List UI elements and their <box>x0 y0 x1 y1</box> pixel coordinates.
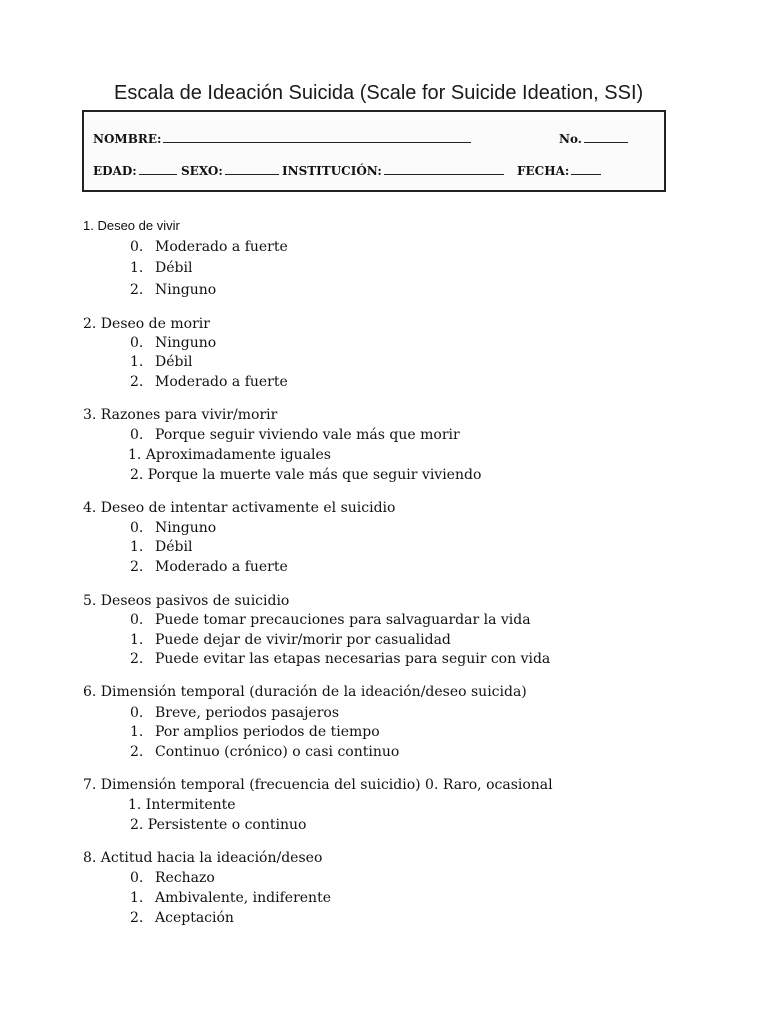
q4-option-1[interactable]: 1. Débil <box>130 539 193 555</box>
question-2: 2. Deseo de morir <box>83 316 210 332</box>
institucion-field[interactable] <box>282 163 504 178</box>
page-title: Escala de Ideación Suicida (Scale for Suicide Ideation, SSI) <box>114 82 644 104</box>
q8-option-0[interactable]: 0. Rechazo <box>130 870 215 886</box>
question-5: 5. Deseos pasivos de suicidio <box>83 593 290 609</box>
q4-option-2[interactable]: 2. Moderado a fuerte <box>130 559 288 575</box>
question-8: 8. Actitud hacia la ideación/deseo <box>83 850 323 866</box>
fecha-field[interactable] <box>517 163 601 178</box>
no-label: No. <box>559 132 582 146</box>
question-7: 7. Dimensión temporal (frecuencia del suicidio) 0. Raro, ocasional <box>83 777 553 793</box>
institucion-line[interactable] <box>384 163 504 175</box>
nombre-field[interactable] <box>93 131 471 146</box>
no-field[interactable] <box>559 131 628 146</box>
fecha-label: FECHA: <box>517 164 570 178</box>
q2-option-2[interactable]: 2. Moderado a fuerte <box>130 374 288 390</box>
q1-option-2[interactable]: 2. Ninguno <box>130 282 217 298</box>
edad-label: EDAD: <box>93 164 137 178</box>
q8-option-2[interactable]: 2. Aceptación <box>130 910 234 926</box>
edad-line[interactable] <box>139 163 177 175</box>
sexo-line[interactable] <box>225 163 279 175</box>
q8-option-1[interactable]: 1. Ambivalente, indiferente <box>130 890 331 906</box>
q1-option-0[interactable]: 0. Moderado a fuerte <box>130 239 288 255</box>
edad-field[interactable] <box>93 163 177 178</box>
patient-info-box <box>82 110 666 192</box>
q6-option-2[interactable]: 2. Continuo (crónico) o casi continuo <box>130 744 400 760</box>
q3-option-0[interactable]: 0. Porque seguir viviendo vale más que morir <box>130 427 460 443</box>
q5-option-2[interactable]: 2. Puede evitar las etapas necesarias para seguir con vida <box>130 651 551 667</box>
q3-option-1[interactable]: 1. Aproximadamente iguales <box>128 447 331 463</box>
q7-option-1[interactable]: 1. Intermitente <box>128 797 236 813</box>
institucion-label: INSTITUCIÓN: <box>282 164 382 178</box>
q4-option-0[interactable]: 0. Ninguno <box>130 520 217 536</box>
q1-option-1[interactable]: 1. Débil <box>130 260 193 276</box>
question-4: 4. Deseo de intentar activamente el suicidio <box>83 500 396 516</box>
question-1: 1. Deseo de vivir <box>83 218 180 233</box>
q6-option-0[interactable]: 0. Breve, periodos pasajeros <box>130 705 340 721</box>
q3-option-2[interactable]: 2. Porque la muerte vale más que seguir viviendo <box>130 467 482 483</box>
q7-option-2[interactable]: 2. Persistente o continuo <box>130 817 307 833</box>
nombre-line[interactable] <box>163 131 471 143</box>
sexo-label: SEXO: <box>181 164 223 178</box>
nombre-label: NOMBRE: <box>93 132 162 146</box>
question-3: 3. Razones para vivir/morir <box>83 407 278 423</box>
q2-option-0[interactable]: 0. Ninguno <box>130 335 217 351</box>
question-6: 6. Dimensión temporal (duración de la ideación/deseo suicida) <box>83 684 527 700</box>
q5-option-1[interactable]: 1. Puede dejar de vivir/morir por casualidad <box>130 632 451 648</box>
q5-option-0[interactable]: 0. Puede tomar precauciones para salvaguardar la vida <box>130 612 531 628</box>
no-line[interactable] <box>584 131 628 143</box>
q2-option-1[interactable]: 1. Débil <box>130 354 193 370</box>
q6-option-1[interactable]: 1. Por amplios periodos de tiempo <box>130 724 380 740</box>
fecha-line[interactable] <box>571 163 601 175</box>
sexo-field[interactable] <box>181 163 279 178</box>
